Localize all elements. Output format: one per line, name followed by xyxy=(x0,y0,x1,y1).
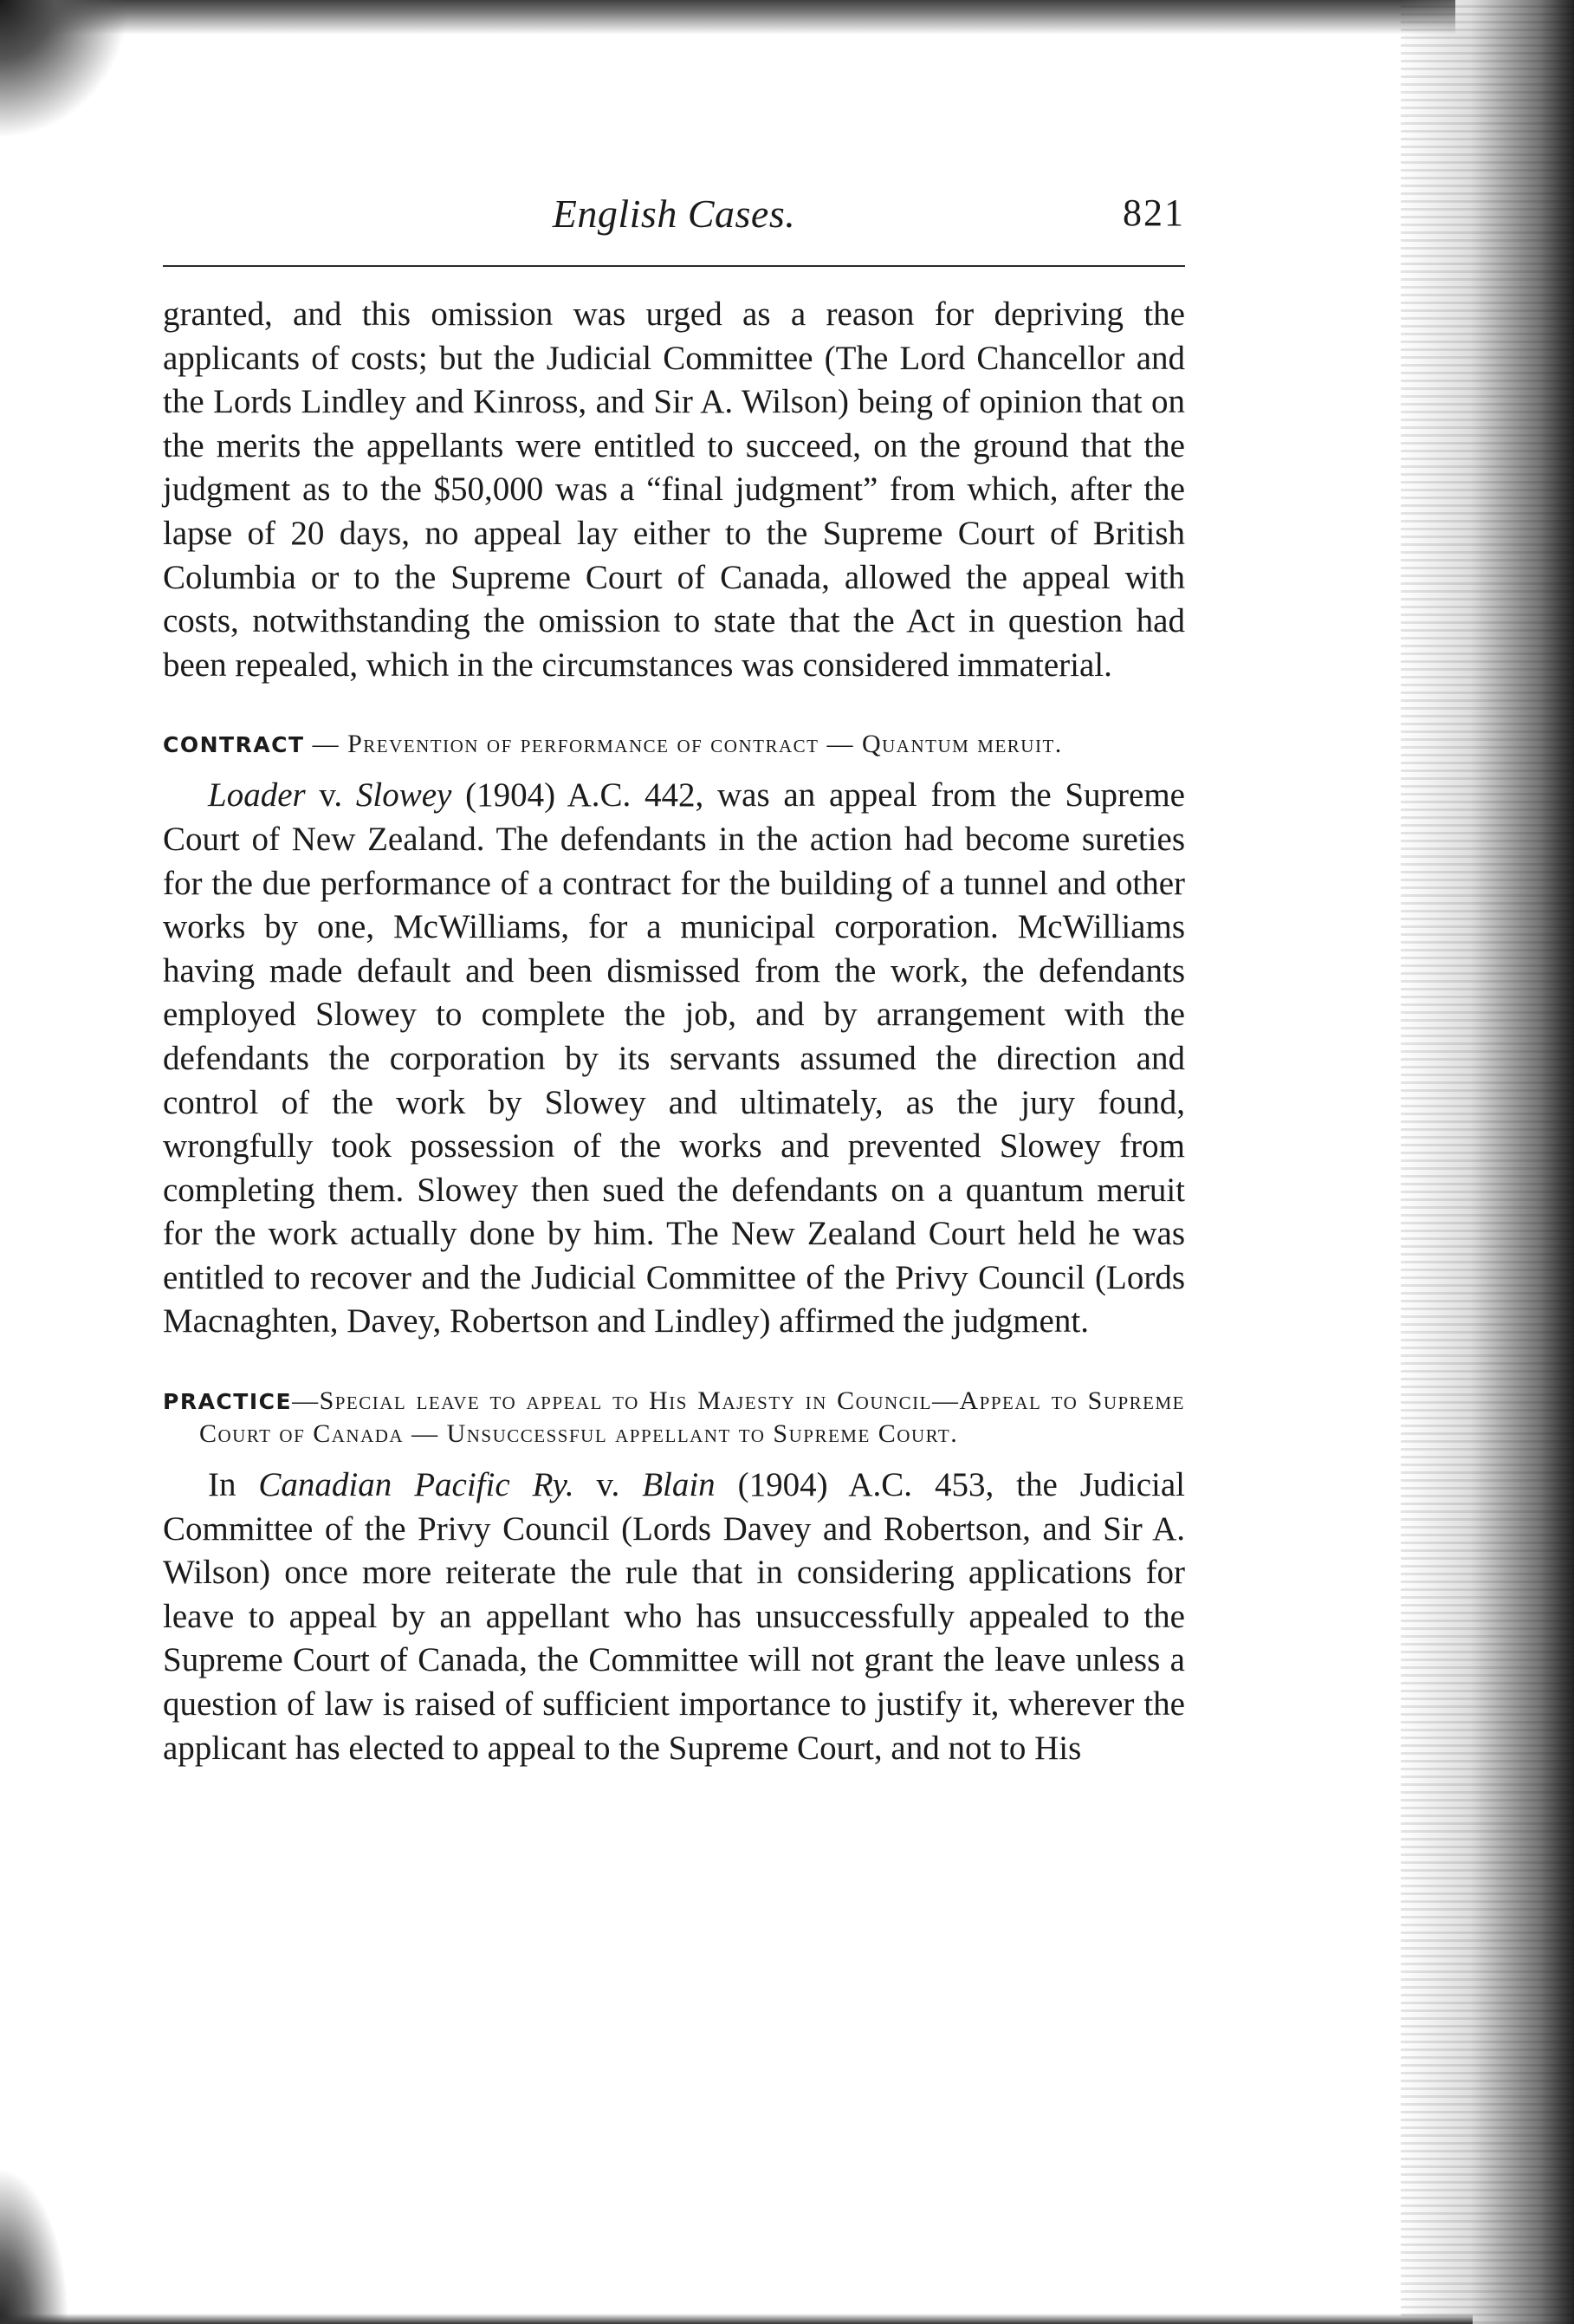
scan-binding-edge xyxy=(1401,0,1574,2324)
case-text: (1904) A.C. 453, the Judicial Committee of the Privy Council (Lords Davey and Robertson, and Sir A. Wilson) once more reiterate the rule that in considering applications for leave to appeal by an appellant who has unsuccessfully appealed to the Supreme Court of Canada, the Committee will not grant the leave unless a question of law is raised of sufficient importance to justify it, wherever the applicant has elected to appeal to the Supreme Court, and not to His xyxy=(163,1466,1186,1767)
continued-paragraph: granted, and this omission was urged as a reason for depriving the applicants of costs; but the Judicial Committee (The Lord Chancellor and the Lords Lindley and Kinross, and Sir A. Wilson) being of opinion that on the merits the appellants were entitled to succeed, on the ground that the judgment as to the $50,000 was a “final judgment” from which, after the lapse of 20 days, no appeal lay either to the Supreme Court of British Columbia or to the Supreme Court of Canada, allowed the appeal with costs, notwithstanding the omission to state that the Act in question had been repealed, which in the circumstances was considered immaterial. xyxy=(163,295,1185,684)
scan-shadow-corner xyxy=(0,0,130,139)
case-intro: In xyxy=(208,1466,259,1504)
section-heading-contract xyxy=(163,729,1185,762)
scan-shadow-top xyxy=(0,0,1455,35)
case-paragraph-cpr-v-blain xyxy=(163,1464,1185,1770)
running-title: English Cases. xyxy=(552,192,796,236)
case-text: (1904) A.C. 442, was an appeal from the Supreme Court of New Zealand. The defendants in the action had become sureties for the due performance of a contract for the building of a tunnel and other works by one, McWilliams, for a municipal corporation. McWilliams having made default and been dismissed from the work, the defendants employed Slowey to complete the job, and by arrangement with the defendants the corporation by its servants assumed the direction and control of the work by Slowey and ultimately, as the jury found, wrongfully took possession of the works and prevented Slowey from completing them. Slowey then sued the defendants on a quantum meruit for the work actually done by him. The New Zealand Court held he was entitled to recover and the Judicial Committee of the Privy Council (Lords Macnaghten, Davey, Robertson and Lindley) affirmed the judgment. xyxy=(163,776,1185,1341)
case-party-b: Slowey xyxy=(355,776,452,815)
scan-shadow-bottom xyxy=(0,2314,1473,2324)
scan-shadow-bottom-corner xyxy=(0,2168,69,2324)
case-versus: v. xyxy=(573,1466,643,1504)
heading-lead: CONTRACT xyxy=(163,732,305,758)
heading-lead: PRACTICE xyxy=(163,1389,293,1415)
case-paragraph-loader-v-slowey xyxy=(163,774,1185,1344)
heading-rest: — Prevention of performance of contract — Quantum meruit. xyxy=(304,730,1063,759)
case-party-b: Blain xyxy=(642,1466,716,1504)
case-party-a: Loader xyxy=(208,776,306,815)
page-number: 821 xyxy=(1123,192,1185,234)
heading-rest: —Special leave to appeal to His Majesty in Council—Appeal to Supreme Court of Canada — Unsuccessful appellant to Supreme Court. xyxy=(199,1386,1185,1449)
section-heading-practice xyxy=(163,1386,1185,1451)
running-header xyxy=(163,191,1185,253)
book-page xyxy=(163,191,1185,1770)
header-rule xyxy=(163,265,1185,267)
case-versus: v. xyxy=(305,776,356,815)
case-party-a: Canadian Pacific Ry. xyxy=(258,1466,574,1504)
